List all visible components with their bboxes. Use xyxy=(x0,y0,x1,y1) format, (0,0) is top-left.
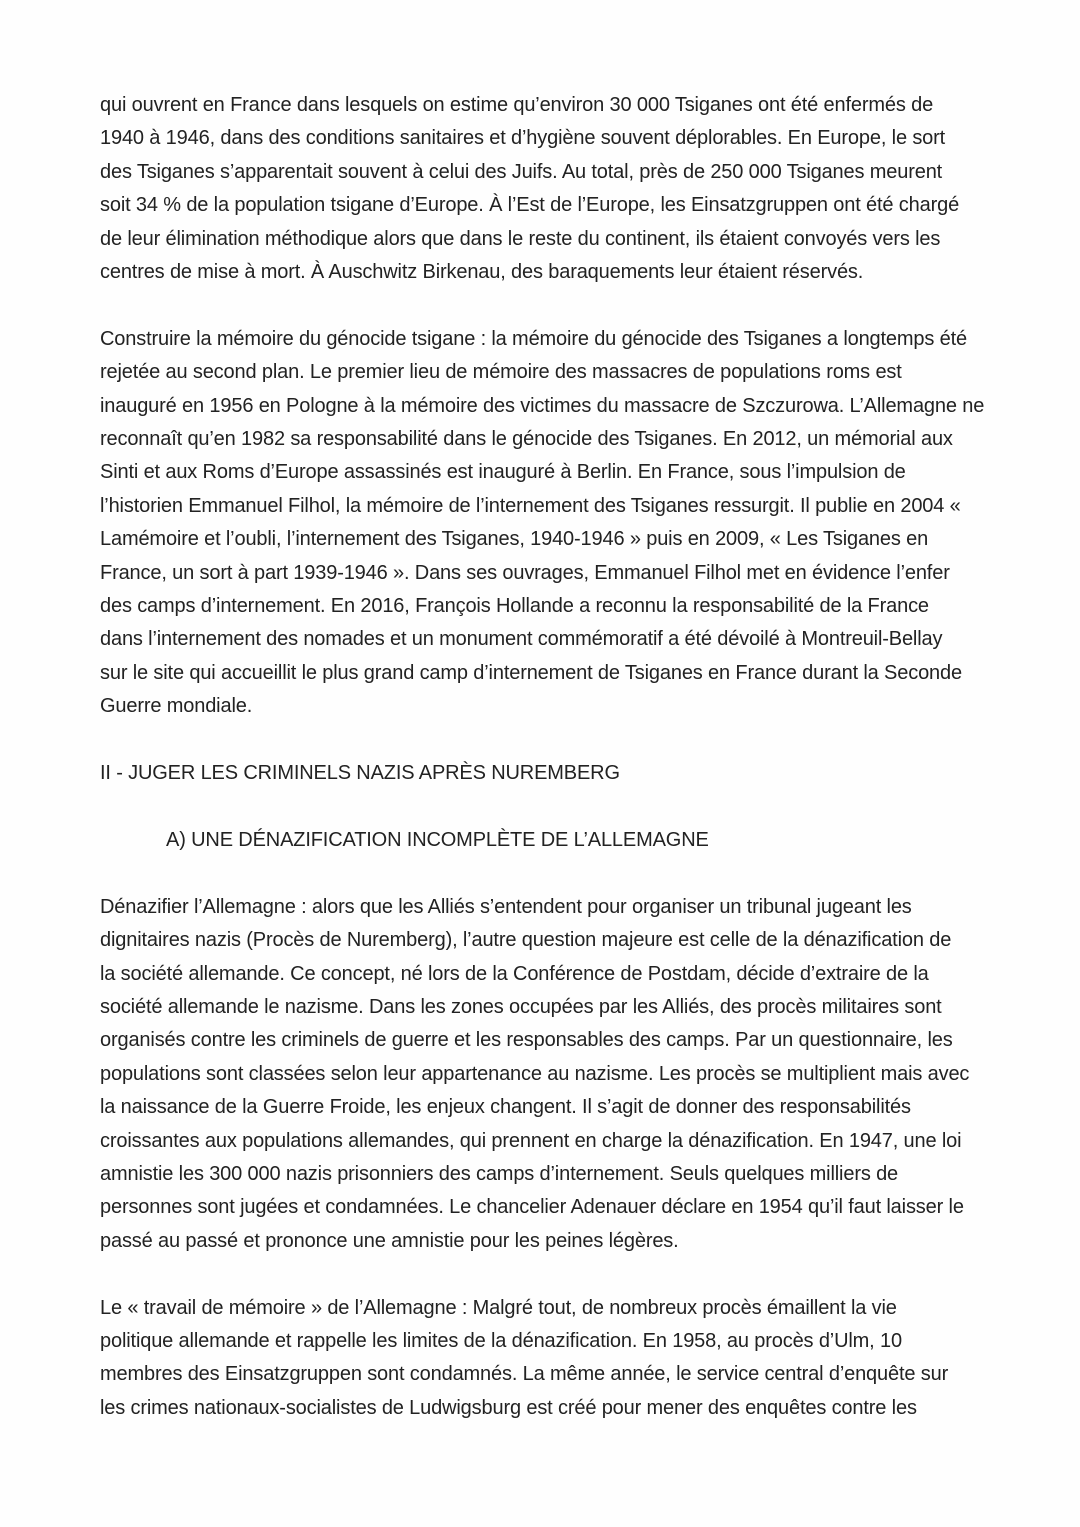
text-line: politique allemande et rappelle les limites de la dénazification. En 1958, au procès d’Ulm, 10 xyxy=(100,1329,902,1352)
text-line: amnistie les 300 000 nazis prisonniers des camps d’internement. Seuls quelques milliers de xyxy=(100,1162,899,1185)
paragraph xyxy=(100,89,990,289)
text-line: Dénazifier l’Allemagne : alors que les Alliés s’entendent pour organiser un tribunal jugeant les xyxy=(100,895,912,918)
text-line: personnes sont jugées et condamnées. Le chancelier Adenauer déclare en 1954 qu’il faut laisser le xyxy=(100,1196,964,1219)
text-line: inauguré en 1956 en Pologne à la mémoire des victimes du massacre de Szczurowa. L’Allemagne ne xyxy=(100,394,985,417)
text-line: des camps d’internement. En 2016, François Hollande a reconnu la responsabilité de la France xyxy=(100,595,929,618)
paragraph xyxy=(100,1292,990,1426)
text-line: membres des Einsatzgruppen sont condamnés. La même année, le service central d’enquête sur xyxy=(100,1363,949,1386)
text-line: rejetée au second plan. Le premier lieu de mémoire des massacres de populations roms est xyxy=(100,361,902,384)
text-line: reconnaît qu’en 1982 sa responsabilité dans le génocide des Tsiganes. En 2012, un mémorial aux xyxy=(100,428,953,451)
text-line: dans l’internement des nomades et un monument commémoratif a été dévoilé à Montreuil-Bellay xyxy=(100,628,943,651)
subsection-heading: A) UNE DÉNAZIFICATION INCOMPLÈTE DE L’ALLEMAGNE xyxy=(166,828,709,851)
text-line: centres de mise à mort. À Auschwitz Birkenau, des baraquements leur étaient réservés. xyxy=(100,261,864,284)
text-line: société allemande le nazisme. Dans les zones occupées par les Alliés, des procès militaires sont xyxy=(100,995,942,1018)
text-line: Le « travail de mémoire » de l’Allemagne : Malgré tout, de nombreux procès émaillent la vie xyxy=(100,1296,897,1319)
text-line: dignitaires nazis (Procès de Nuremberg), l’autre question majeure est celle de la dénazification de xyxy=(100,929,952,952)
text-line: sur le site qui accueillit le plus grand camp d’internement de Tsiganes en France durant la Seconde xyxy=(100,661,962,684)
text-line: de leur élimination méthodique alors que dans le reste du continent, ils étaient convoyés vers les xyxy=(100,227,941,250)
text-line: Construire la mémoire du génocide tsigane : la mémoire du génocide des Tsiganes a longtemps été xyxy=(100,327,968,350)
text-line: croissantes aux populations allemandes, qui prennent en charge la dénazification. En 1947, une loi xyxy=(100,1129,962,1152)
text-line: la naissance de la Guerre Froide, les enjeux changent. Il s’agit de donner des responsabilités xyxy=(100,1096,911,1119)
text-line: qui ouvrent en France dans lesquels on estime qu’environ 30 000 Tsiganes ont été enfermés de xyxy=(100,94,934,116)
text-line: passé au passé et prononce une amnistie pour les peines légères. xyxy=(100,1229,679,1252)
paragraph xyxy=(100,891,990,1258)
text-line: Sinti et aux Roms d’Europe assassinés est inauguré à Berlin. En France, sous l’impulsion de xyxy=(100,461,906,484)
text-line: Lamémoire et l’oubli, l’internement des Tsiganes, 1940-1946 » puis en 2009, « Les Tsiganes en xyxy=(100,528,929,551)
text-line: Guerre mondiale. xyxy=(100,695,253,718)
text-line: 1940 à 1946, dans des conditions sanitaires et d’hygiène souvent déplorables. En Europe, le sort xyxy=(100,127,946,150)
text-line: soit 34 % de la population tsigane d’Europe. À l’Est de l’Europe, les Einsatzgruppen ont été chargé xyxy=(100,194,960,217)
paragraph xyxy=(100,323,990,724)
text-line: les crimes nationaux-socialistes de Ludwigsburg est créé pour mener des enquêtes contre les xyxy=(100,1396,917,1419)
text-line: populations sont classées selon leur appartenance au nazisme. Les procès se multiplient mais avec xyxy=(100,1062,970,1085)
text-line: des Tsiganes s’apparentait souvent à celui des Juifs. Au total, près de 250 000 Tsiganes meurent xyxy=(100,160,943,183)
text-line: l’historien Emmanuel Filhol, la mémoire de l’internement des Tsiganes ressurgit. Il publie en 2004 « xyxy=(100,494,961,517)
text-line: organisés contre les criminels de guerre et les responsables des camps. Par un questionnaire, les xyxy=(100,1029,953,1052)
text-line: France, un sort à part 1939-1946 ». Dans ses ouvrages, Emmanuel Filhol met en évidence l’enfer xyxy=(100,561,950,584)
text-line: la société allemande. Ce concept, né lors de la Conférence de Postdam, décide d’extraire de la xyxy=(100,962,929,985)
section-heading: II - JUGER LES CRIMINELS NAZIS APRÈS NUREMBERG xyxy=(100,762,620,785)
